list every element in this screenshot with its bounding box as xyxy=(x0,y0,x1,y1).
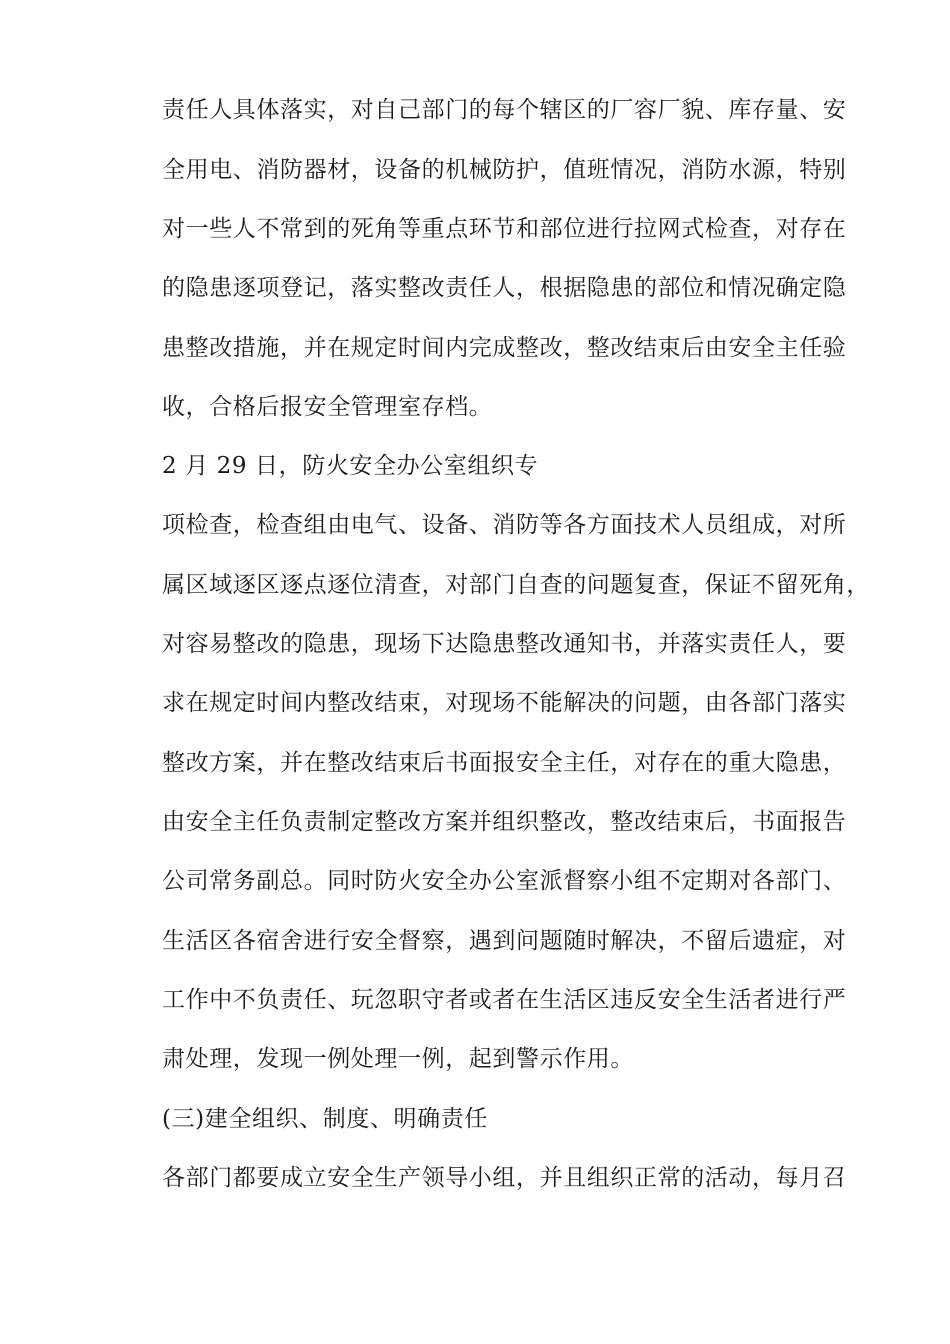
body-text-line: 对一些人不常到的死角等重点环节和部位进行拉网式检查，对存在 xyxy=(162,216,847,242)
body-text-line: 责任人具体落实，对自己部门的每个辖区的厂容厂貌、库存量、安 xyxy=(162,97,847,123)
body-text-line: 对容易整改的隐患，现场下达隐患整改通知书，并落实责任人，要 xyxy=(162,631,847,657)
body-text-line: 工作中不负责任、玩忽职守者或者在生活区违反安全生活者进行严 xyxy=(162,987,847,1013)
body-text-line: 患整改措施，并在规定时间内完成整改，整改结束后由安全主任验 xyxy=(162,335,847,361)
body-text-line: 的隐患逐项登记，落实整改责任人，根据隐患的部位和情况确定隐 xyxy=(162,275,847,301)
body-text-line: 求在规定时间内整改结束，对现场不能解决的问题，由各部门落实 xyxy=(162,690,847,716)
body-text-line: 由安全主任负责制定整改方案并组织整改，整改结束后，书面报告 xyxy=(162,809,847,835)
date-line: 2 月 29 日，防火安全办公室组织专 xyxy=(162,453,539,479)
body-text-line: 公司常务副总。同时防火安全办公室派督察小组不定期对各部门、 xyxy=(162,868,847,894)
body-text-line: 全用电、消防器材，设备的机械防护，值班情况，消防水源，特别 xyxy=(162,157,847,183)
body-text-line: 收，合格后报安全管理室存档。 xyxy=(162,394,493,420)
body-text-line: 生活区各宿舍进行安全督察，遇到问题随时解决，不留后遗症，对 xyxy=(162,928,847,954)
body-text-line: 各部门都要成立安全生产领导小组，并且组织正常的活动，每月召 xyxy=(162,1165,847,1191)
body-text-line: 项检查，检查组由电气、设备、消防等各方面技术人员组成，对所 xyxy=(162,512,847,538)
body-text-line: 整改方案，并在整改结束后书面报安全主任，对存在的重大隐患， xyxy=(162,750,847,776)
body-text-line: 肃处理，发现一例处理一例，起到警示作用。 xyxy=(162,1046,634,1072)
section-heading: (三)建全组织、制度、明确责任 xyxy=(162,1106,488,1132)
body-text-line: 属区域逐区逐点逐位清查，对部门自查的问题复查，保证不留死角， xyxy=(162,572,870,598)
